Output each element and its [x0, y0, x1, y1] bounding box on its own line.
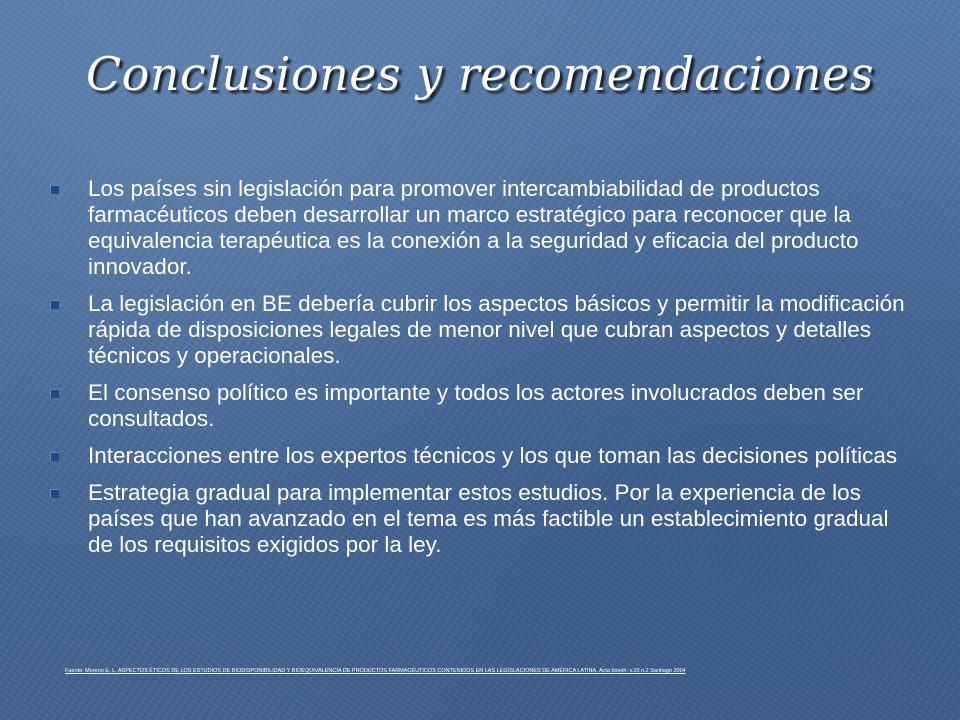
bullet-text: Interacciones entre los expertos técnicos y los que toman las decisiones políticas [88, 443, 898, 468]
square-bullet-icon [50, 389, 59, 398]
bullet-item [48, 380, 908, 432]
bullet-list [48, 176, 908, 569]
bullet-text: Los países sin legislación para promover intercambiabilidad de productos farmacéuticos deben desarrollar un marco estratégico para reconocer que la equivalencia terapéutica es la conexión a la seguridad y eficacia del producto innovador. [88, 176, 859, 279]
bullet-item [48, 480, 908, 558]
slide-title: Conclusiones y recomendaciones [86, 47, 874, 101]
square-bullet-icon [50, 300, 59, 309]
bullet-text: Estrategia gradual para implementar estos estudios. Por la experiencia de los países que han avanzado en el tema es más factible un establecimiento gradual de los requisitos exigidos por la ley. [88, 480, 889, 557]
source-citation: Fuente: Moreno E. L. ASPECTOS ÉTICOS DE LOS ESTUDIOS DE BIODISPONIBILIDAD Y BIOEQUIVALENCIA DE PRODUCTOS FARMACÉUTICOS CONTENIDOS EN LAS LEGISLACIONES DE AMÉRICA LATINA. Acta bioeth. v.10 n.2 Santiago 2004 [65, 668, 686, 674]
bullet-text: El consenso político es importante y todos los actores involucrados deben ser consultados. [88, 380, 864, 431]
square-bullet-icon [50, 489, 59, 498]
square-bullet-icon [50, 452, 59, 461]
bullet-text: La legislación en BE debería cubrir los aspectos básicos y permitir la modificación rápida de disposiciones legales de menor nivel que cubran aspectos y detalles técnicos y operacionales. [88, 291, 905, 368]
bullet-item [48, 443, 908, 469]
bullet-item [48, 176, 908, 280]
bullet-item [48, 291, 908, 369]
square-bullet-icon [50, 185, 59, 194]
